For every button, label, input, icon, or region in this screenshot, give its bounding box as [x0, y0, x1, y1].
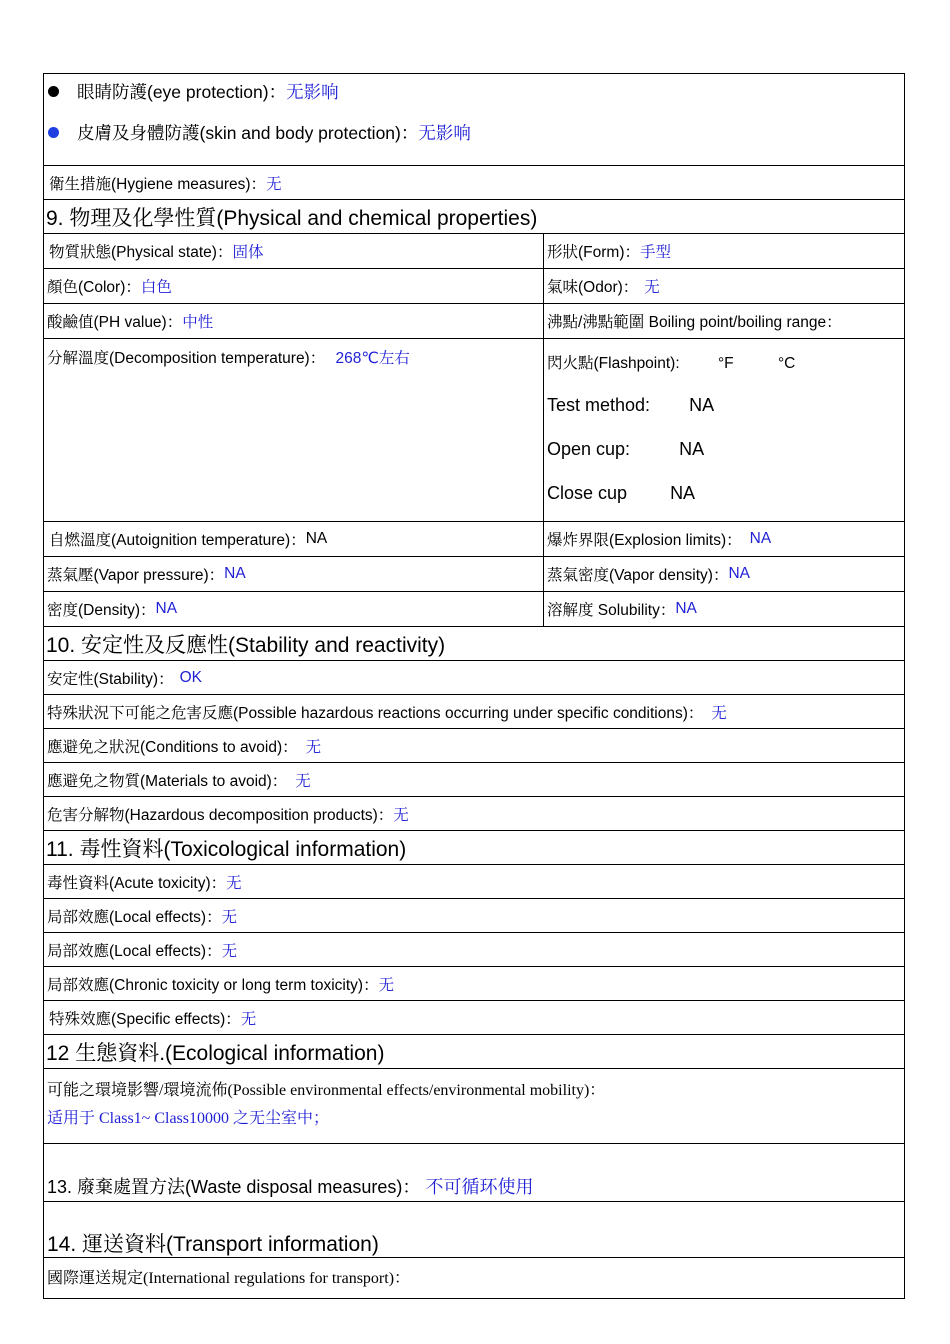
vapor-pressure-label: 蒸氣壓(Vapor pressure)：: [47, 567, 225, 584]
section-12-title: 12 生態資料.(Ecological information): [44, 1035, 904, 1069]
flashpoint-label: 閃火點(Flashpoint):: [547, 355, 680, 372]
chronic-row: [44, 967, 904, 1001]
color-cell: [44, 269, 544, 303]
environmental-effects-label: 可能之環境影響/環境流佈(Possible environmental effects/environmental mobility)：: [47, 1082, 606, 1099]
vapor-pressure-value: NA: [224, 565, 246, 582]
open-cup-label: Open cup:: [547, 439, 631, 459]
vapor-row: [44, 557, 904, 592]
waste-disposal-row: [44, 1144, 904, 1202]
open-cup-value: NA: [679, 439, 705, 459]
explosion-cell: [544, 522, 904, 556]
environmental-effects-value: 适用于 Class1~ Class10000 之无尘室中；: [47, 1110, 330, 1127]
specific-effects-label: 特殊效應(Specific effects)：: [49, 1010, 241, 1028]
ph-label: 酸鹼值(PH value)：: [47, 314, 183, 331]
section-14-title: 14. 運送資料(Transport information): [47, 1233, 379, 1256]
solubility-cell: [544, 592, 904, 626]
odor-value: 无: [644, 279, 660, 296]
flashpoint-line: [547, 351, 795, 373]
physical-state-row: [44, 234, 904, 269]
close-cup-label: Close cup: [547, 483, 628, 503]
physical-state-label: 物質狀態(Physical state)：: [49, 244, 233, 261]
decomposition-label: 分解溫度(Decomposition temperature)：: [47, 350, 326, 367]
transport-regulations-row: [44, 1258, 904, 1298]
boiling-cell: [544, 304, 904, 338]
form-cell: [544, 234, 904, 268]
explosion-value: NA: [749, 530, 772, 547]
hazardous-reactions-label: 特殊狀況下可能之危害反應(Possible hazardous reactions occurring under specific conditions)：: [47, 704, 704, 722]
test-method-label: Test method:: [547, 395, 651, 415]
section-11-title: 11. 毒性資料(Toxicological information): [44, 831, 904, 865]
msds-table: [43, 73, 905, 1299]
local-effects-value: 无: [221, 908, 238, 926]
chronic-label: 局部效應(Chronic toxicity or long term toxicity)：: [47, 976, 379, 994]
vapor-density-cell: [544, 557, 904, 591]
flashpoint-cell: [544, 339, 904, 521]
materials-value: 无: [295, 772, 311, 790]
transport-regulations-label: 國際運送規定(International regulations for transport)：: [47, 1270, 411, 1287]
hazardous-reactions-value: 无: [711, 704, 727, 722]
density-label: 密度(Density)：: [47, 602, 156, 619]
skin-protection-label: 皮膚及身體防護(skin and body protection)：: [77, 122, 419, 143]
density-cell: [44, 592, 544, 626]
chronic-value: 无: [378, 976, 395, 994]
form-label: 形狀(Form)：: [547, 244, 640, 261]
specific-effects-row: [44, 1001, 904, 1035]
stability-label: 安定性(Stability)：: [47, 670, 174, 688]
color-value: 白色: [140, 279, 172, 296]
close-cup-line: [547, 483, 695, 504]
waste-disposal-value: 不可循环使用: [425, 1177, 534, 1197]
boiling-label: 沸點/沸點範圍 Boiling point/boiling range：: [547, 314, 842, 331]
acute-value: 无: [226, 874, 242, 892]
stability-row: [44, 661, 904, 695]
form-value: 手型: [640, 244, 672, 261]
waste-disposal-line: [47, 1173, 533, 1199]
bullet-icon: [48, 127, 59, 138]
section-9-title: 9. 物理及化學性質(Physical and chemical properties): [44, 200, 904, 234]
local-effects-label: 局部效應(Local effects)：: [47, 908, 222, 926]
eye-protection: [44, 78, 339, 104]
density-row: [44, 592, 904, 627]
solubility-value: NA: [675, 600, 697, 617]
eye-protection-value: 无影响: [286, 81, 339, 102]
local-effects-label: 局部效應(Local effects)：: [47, 942, 222, 960]
skin-protection: [44, 119, 471, 145]
waste-disposal-label: 13. 廢棄處置方法(Waste disposal measures)：: [47, 1177, 421, 1197]
section-14-title-row: [44, 1202, 904, 1258]
stability-value: OK: [179, 668, 203, 686]
local-effects-row: [44, 899, 904, 933]
protection-row: [44, 74, 904, 166]
solubility-label: 溶解度 Solubility：: [547, 602, 676, 619]
decomposition-cell: [44, 339, 544, 521]
conditions-label: 應避免之狀況(Conditions to avoid)：: [47, 738, 298, 756]
decomposition-products-value: 无: [393, 806, 409, 824]
test-method-value: NA: [689, 395, 715, 415]
autoignition-cell: [44, 522, 544, 556]
acute-row: [44, 865, 904, 899]
eye-protection-label: 眼睛防護(eye protection)：: [77, 81, 287, 102]
decomposition-row: [44, 339, 904, 522]
vapor-density-value: NA: [728, 565, 750, 582]
odor-cell: [544, 269, 904, 303]
environmental-effects-row: [44, 1069, 904, 1144]
color-label: 顏色(Color)：: [47, 279, 141, 296]
autoignition-row: [44, 522, 904, 557]
autoignition-value: NA: [305, 530, 328, 547]
vapor-pressure-cell: [44, 557, 544, 591]
conditions-value: 无: [305, 738, 322, 756]
decomposition-value: 268℃左右: [335, 350, 410, 367]
flashpoint-unit-c: °C: [777, 355, 796, 372]
ph-cell: [44, 304, 544, 338]
explosion-label: 爆炸界限(Explosion limits)：: [547, 532, 742, 549]
section-10-title: 10. 安定性及反應性(Stability and reactivity): [44, 627, 904, 661]
acute-label: 毒性資料(Acute toxicity)：: [47, 874, 227, 892]
hygiene-value: 无: [266, 175, 282, 193]
hazardous-reactions-row: [44, 695, 904, 729]
flashpoint-unit-f: °F: [717, 355, 734, 372]
open-cup-line: [547, 439, 704, 460]
odor-label: 氣味(Odor)：: [547, 279, 639, 296]
physical-state-value: 固体: [232, 244, 264, 261]
local-effects-row: [44, 933, 904, 967]
test-method-line: [547, 395, 714, 416]
decomposition-products-row: [44, 797, 904, 831]
materials-label: 應避免之物質(Materials to avoid)：: [47, 772, 288, 790]
ph-row: [44, 304, 904, 339]
materials-row: [44, 763, 904, 797]
close-cup-value: NA: [670, 483, 696, 503]
decomposition-products-label: 危害分解物(Hazardous decomposition products)：: [47, 806, 394, 824]
physical-state-cell: [44, 234, 544, 268]
local-effects-value: 无: [221, 942, 238, 960]
skin-protection-value: 无影响: [418, 122, 471, 143]
autoignition-label: 自燃溫度(Autoignition temperature)：: [49, 532, 306, 549]
color-row: [44, 269, 904, 304]
density-value: NA: [155, 600, 178, 617]
bullet-icon: [48, 86, 59, 97]
specific-effects-value: 无: [240, 1010, 257, 1028]
ph-value: 中性: [182, 314, 214, 331]
vapor-density-label: 蒸氣密度(Vapor density)：: [547, 567, 729, 584]
hygiene-row: [44, 166, 904, 200]
conditions-row: [44, 729, 904, 763]
hygiene-label: 衛生措施(Hygiene measures)：: [49, 175, 267, 193]
